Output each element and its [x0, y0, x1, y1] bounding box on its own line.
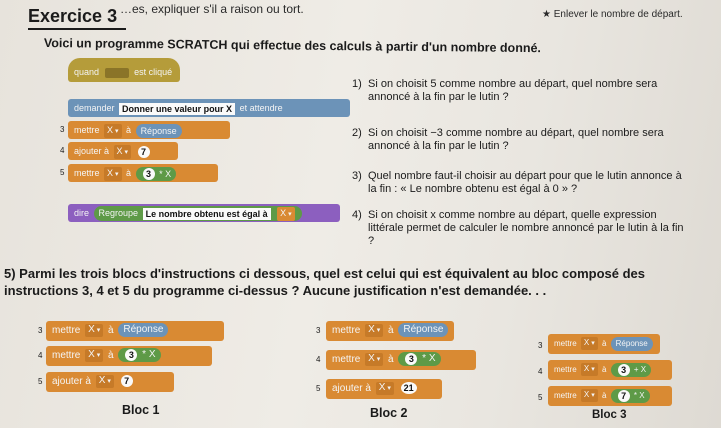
set-label: mettre: [74, 168, 100, 178]
answer-reporter: Réponse: [136, 124, 182, 138]
bloc-1-label: Bloc 1: [122, 403, 160, 417]
answer-reporter: Réponse: [398, 323, 448, 337]
step-5-number: 5: [316, 384, 321, 393]
intro-text: Voici un programme SCRATCH qui effectue des calculs à partir d'un nombre donné.: [43, 36, 542, 56]
join-label: Regroupe: [98, 208, 139, 219]
ask-text: Donner une valeur pour X: [119, 103, 235, 115]
to-label: à: [388, 354, 394, 365]
change-by-block: [46, 372, 174, 392]
set-answer-block: [326, 321, 454, 341]
step-5-number: 5: [538, 393, 543, 402]
previous-exercise-fragment: …es, expliquer s'il a raison ou tort.: [120, 2, 304, 16]
set-multiply-block: [68, 164, 218, 182]
variable-dropdown: X ▾: [96, 375, 114, 388]
set-answer-block: [68, 121, 230, 139]
question-1: [352, 78, 688, 104]
question-number: 3): [352, 170, 362, 182]
set-answer-block: [548, 334, 660, 354]
to-label: à: [126, 125, 132, 135]
top-right-note-text: Enlever le nombre de départ.: [553, 9, 683, 20]
question-number: 4): [352, 209, 362, 221]
variable-dropdown: X ▾: [376, 382, 394, 395]
to-label: à: [601, 391, 607, 400]
hat-when-label: quand: [74, 67, 100, 77]
to-label: à: [126, 168, 132, 178]
multiplier-value: 7: [618, 390, 630, 402]
ask-wait-label: et attendre: [239, 103, 283, 113]
hat-clicked-label: est cliqué: [134, 67, 173, 77]
variable-dropdown: X ▾: [104, 167, 121, 181]
star-icon: ★: [542, 9, 554, 20]
set-label: mettre: [332, 325, 361, 336]
title-underline: [28, 28, 126, 30]
to-label: à: [601, 365, 607, 374]
set-label: mettre: [554, 365, 577, 374]
multiply-operator: [118, 348, 160, 362]
multiply-operator: [398, 352, 440, 366]
add-label: ajouter à: [52, 376, 91, 387]
variable-dropdown: X ▾: [85, 349, 103, 362]
when-clicked-hat-block: [68, 58, 180, 82]
sprite-icon: [105, 68, 129, 78]
question-number: 1): [352, 78, 362, 90]
add-value: 7: [138, 146, 150, 158]
set-label: mettre: [332, 354, 361, 365]
question-3: [352, 170, 690, 196]
variable-dropdown: X ▾: [114, 145, 131, 159]
say-label: dire: [74, 208, 90, 218]
step-4-number: 4: [38, 351, 43, 360]
step-5-number: 5: [60, 168, 65, 177]
set-label: mettre: [554, 339, 577, 348]
question-4: [352, 209, 690, 248]
variable-x: X: [640, 364, 647, 374]
variable-x: X: [165, 168, 172, 179]
add-label: ajouter à: [74, 146, 110, 156]
add-value: 21: [401, 382, 417, 394]
addend-value: 3: [618, 364, 630, 376]
times-sign: *: [422, 353, 427, 365]
set-label: mettre: [74, 125, 100, 135]
question-2: [352, 127, 688, 153]
change-by-21-block: [326, 379, 442, 399]
variable-dropdown: X ▾: [85, 324, 103, 337]
times-sign: *: [633, 390, 637, 400]
bloc-3-label: Bloc 3: [592, 409, 627, 421]
variable-x-reporter: X ▾: [277, 207, 294, 221]
times-sign: *: [142, 349, 147, 361]
to-label: à: [601, 339, 607, 348]
question-text: Si on choisit 5 comme nombre au départ, quel nombre sera annoncé à la fin par le lutin ?: [368, 78, 658, 103]
step-3-number: 3: [60, 125, 65, 134]
ask-block: [68, 99, 350, 117]
question-number: 2): [352, 127, 362, 139]
to-label: à: [388, 325, 394, 336]
set-answer-block: [46, 321, 224, 341]
join-operator: [94, 206, 302, 221]
change-by-7-block: [68, 142, 178, 160]
multiplier-value: 3: [405, 353, 417, 365]
top-right-note: [542, 9, 683, 20]
step-4-number: 4: [316, 355, 321, 364]
ask-label: demander: [74, 103, 115, 113]
multiplier-value: 3: [125, 349, 137, 361]
set-add-block: [548, 360, 672, 380]
question-text: Si on choisit x comme nombre au départ, quelle expression littérale permet de calculer le nombre annoncé par le lutin à la fin ?: [368, 209, 684, 247]
set-multiply-block: [548, 386, 672, 406]
set-label: mettre: [554, 391, 577, 400]
question-5: 5) Parmi les trois blocs d'instructions ci dessous, quel est celui qui est équivalent au bloc composé des instructions 3, 4 et 5 du programme ci-dessus ? Aucune justification n'est demandée. . .: [4, 266, 645, 298]
variable-dropdown: X ▾: [581, 337, 598, 350]
exercise-title: Exercice 3: [28, 6, 118, 26]
times-sign: *: [159, 168, 163, 179]
set-multiply-block: [326, 350, 476, 370]
step-4-number: 4: [60, 146, 65, 155]
set-label: mettre: [52, 325, 81, 336]
add-label: ajouter à: [332, 383, 371, 394]
step-4-number: 4: [538, 367, 543, 376]
variable-dropdown: X ▾: [365, 324, 383, 337]
join-text: Le nombre obtenu est égal à: [143, 208, 271, 220]
add-value: 7: [121, 375, 133, 387]
add-operator: [611, 363, 651, 377]
to-label: à: [108, 325, 114, 336]
step-3-number: 3: [38, 326, 43, 335]
multiply-operator: [611, 389, 650, 403]
question-text: Quel nombre faut-il choisir au départ pour que le lutin annonce à la fin : « Le nombre obtenu est égal à 0 » ?: [368, 170, 682, 195]
variable-dropdown: X ▾: [581, 363, 598, 376]
to-label: à: [108, 350, 114, 361]
step-5-number: 5: [38, 377, 43, 386]
step-3-number: 3: [316, 326, 321, 335]
variable-dropdown: X ▾: [581, 389, 598, 402]
variable-dropdown: X ▾: [365, 353, 383, 366]
say-block: [68, 204, 340, 222]
variable-x: X: [148, 349, 156, 361]
variable-x: X: [428, 353, 436, 365]
set-label: mettre: [52, 350, 81, 361]
multiply-operator: [136, 167, 177, 181]
answer-reporter: Réponse: [118, 323, 168, 337]
variable-dropdown: X ▾: [104, 124, 121, 138]
step-3-number: 3: [538, 341, 543, 350]
bloc-2-label: Bloc 2: [370, 406, 408, 420]
set-multiply-block: [46, 346, 212, 366]
question-text: Si on choisit −3 comme nombre au départ, quel nombre sera annoncé à la fin par le lutin ?: [368, 127, 664, 152]
answer-reporter: Réponse: [611, 337, 653, 351]
variable-x: X: [639, 390, 645, 400]
multiplier-value: 3: [143, 168, 155, 180]
plus-sign: +: [633, 364, 639, 374]
